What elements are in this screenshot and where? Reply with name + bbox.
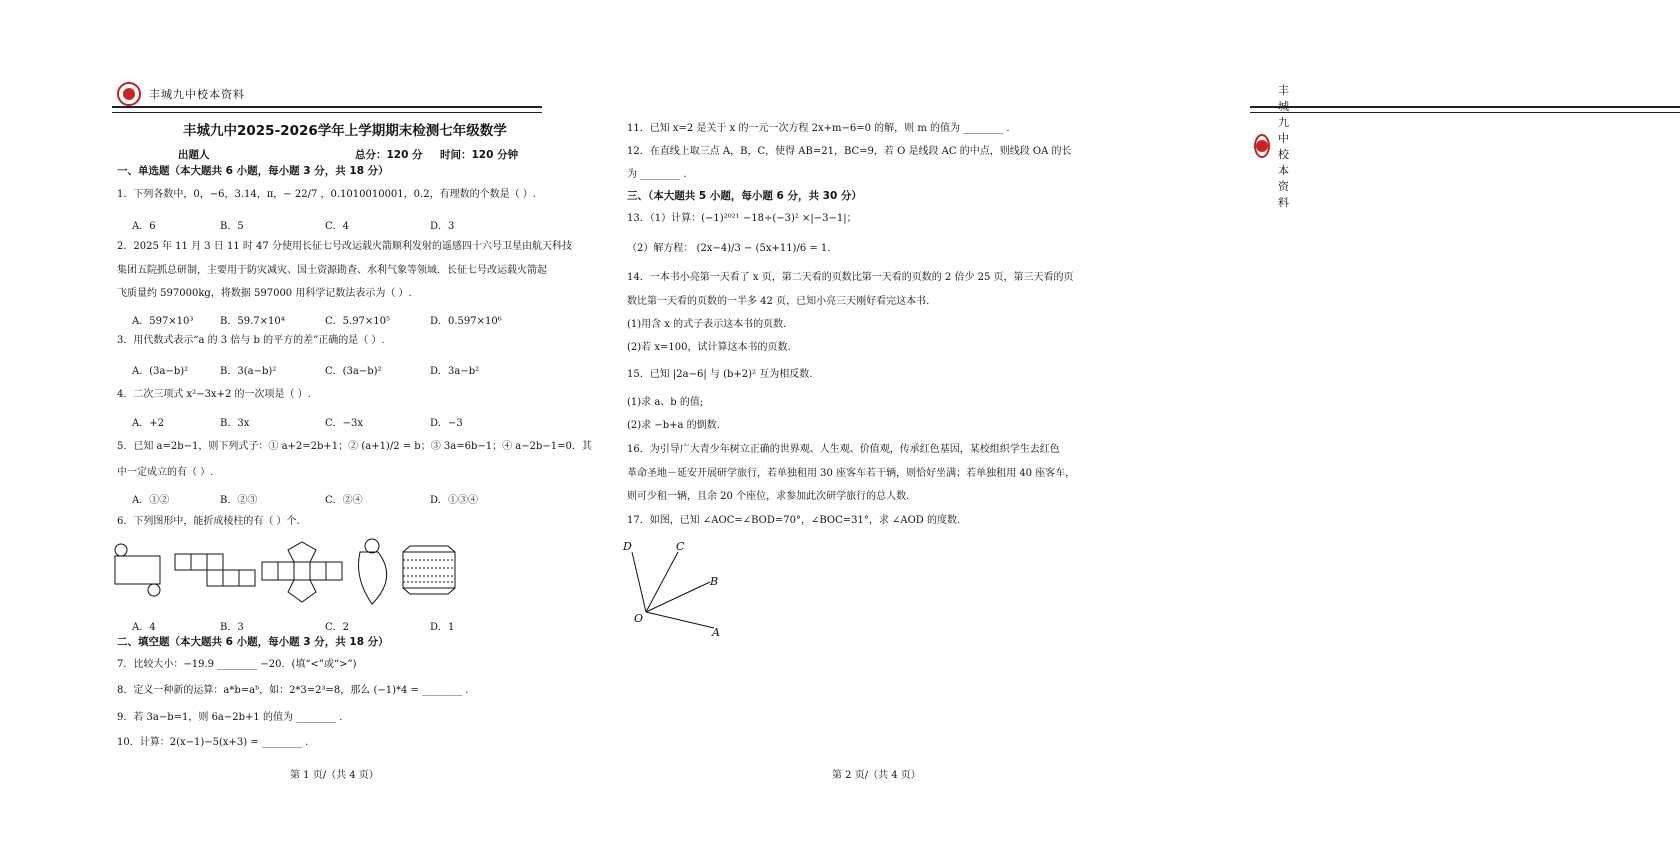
label-a: A [712,626,720,639]
q2-option-a: A．597×10³ [132,316,194,327]
label-d: D [623,540,632,553]
net-cylinder [115,544,160,596]
header-rule [112,106,542,113]
label-o: O [634,612,644,625]
time-label: 时间：120 分钟 [440,149,519,161]
ray-oc [646,552,678,612]
score-label: 总分：120 分 [355,149,423,161]
question-14-line-1: 14．一本书小亮第一天看了 x 页，第二天看的页数比第一天看的页数的 2 倍少 25 页，第三天看的页 [627,272,1074,283]
question-16-line-3: 则可少租一辆，且余 20 个座位，求参加此次研学旅行的总人数. [627,491,910,502]
q4-option-c: C．−3x [325,418,364,429]
page-header [117,82,245,106]
net-pentagonal-prism [262,542,342,602]
question-5-line-2: 中一定成立的有（ ）. [117,467,214,478]
page-2-footer: 第 2 页/（共 4 页） [832,770,921,781]
q5-option-c: C．②④ [325,495,363,506]
ray-oa [646,612,714,628]
question-13-part-2: （2）解方程： (2x−4)/3 − (5x+11)/6 = 1. [627,243,831,254]
question-13-part-1: 13．（1）计算：(−1)²⁰²¹ −18÷(−3)² ×|−3−1|； [627,213,857,224]
question-16-line-2: 革命圣地－延安开展研学旅行，若单独租用 30 座客车若干辆，则恰好坐满；若单独租用 40 座客车， [627,468,1076,479]
q1-option-a: A．6 [132,221,156,232]
section-3-heading: 三、（本大题共 5 小题，每小题 6 分，共 30 分） [627,190,862,202]
question-14-part-1: (1)用含 x 的式子表示这本书的页数. [627,319,787,330]
question-2-line-2: 集团五院抓总研制，主要用于防灾减灾、国土资源勘查、水利气象等领域．长征七号改运载火箭起 [117,265,547,276]
q1-option-b: B．5 [220,221,244,232]
section-2-heading: 二、填空题（本大题共 6 小题，每小题 3 分，共 18 分） [117,636,389,648]
q3-option-a: A．(3a−b)² [132,366,189,377]
page-header [1254,82,1298,210]
question-14-part-2: (2)若 x=100，试计算这本书的页数. [627,342,791,353]
question-4: 4．二次三项式 x²−3x+2 的一次项是（ ）. [117,389,311,400]
question-12-line-2: 为 ________ . [627,169,687,180]
q2-option-c: C．5.97×10⁵ [325,316,391,327]
question-12-line-1: 12．在直线上取三点 A，B，C，使得 AB=21，BC=9，若 O 是线段 AC 的中点，则线段 OA 的长 [627,146,1072,157]
q3-option-b: B．3(a−b)² [220,366,277,377]
q2-option-d: D．0.597×10⁶ [430,316,502,327]
q6-option-a: A．4 [132,622,156,633]
school-logo-icon [117,82,141,106]
question-17: 17．如图，已知 ∠AOC=∠BOD=70°，∠BOC=31°，求 ∠AOD 的度数. [627,515,961,526]
exam-page-2 [600,0,1290,849]
exam-page-1 [0,0,600,849]
ray-od [632,552,646,612]
angle-figure [620,536,740,641]
school-label: 丰城九中校本资料 [149,88,245,101]
q6-option-d: D．1 [430,622,455,633]
question-2-line-1: 2．2025 年 11 月 3 日 11 时 47 分使用长征七号改运载火箭顺利发射的遥感四十六号卫星由航天科技 [117,241,572,252]
q1-option-c: C．4 [325,221,350,232]
header-rule [1250,106,1680,113]
question-11: 11．已知 x=2 是关于 x 的一元一次方程 2x+m−6=0 的解，则 m 的值为 ________ . [627,123,1010,134]
question-9: 9．若 3a−b=1，则 6a−2b+1 的值为 ________ . [117,712,343,723]
exam-title: 丰城九中2025-2026学年上学期期末检测七年级数学 [183,123,507,139]
q4-option-d: D．−3 [430,418,463,429]
question-8: 8．定义一种新的运算：a*b=aᵇ，如：2*3=2³=8，那么 (−1)*4 = ________ . [117,685,469,696]
question-2-line-3: 飞质量约 597000kg，将数据 597000 用科学记数法表示为（ ）. [117,288,412,299]
q5-option-d: D．①③④ [430,495,479,506]
question-5-line-1: 5．已知 a=2b−1，则下列式子：① a+2=2b+1；② (a+1)/2 = b；③ 3a=6b−1；④ a−2b−1=0．其 [117,441,592,452]
question-7: 7．比较大小：−19.9 ________ −20．(填“<”或“>”) [117,659,357,670]
q1-option-d: D．3 [430,221,455,232]
q4-option-b: B．3x [220,418,250,429]
q3-option-c: C．(3a−b)² [325,366,382,377]
q6-option-c: C．2 [325,622,350,633]
q5-option-b: B．②③ [220,495,258,506]
q3-option-d: D．3a−b² [430,366,480,377]
question-15: 15．已知 |2a−6| 与 (b+2)² 互为相反数. [627,369,813,380]
question-15-part-1: (1)求 a、b 的值; [627,397,704,408]
label-c: C [676,540,685,553]
setter-label: 出题人 [178,149,210,161]
section-1-heading: 一、单选题（本大题共 6 小题，每小题 3 分，共 18 分） [117,165,389,177]
q5-option-a: A．①② [132,495,170,506]
school-logo-icon [1254,134,1270,158]
q6-option-b: B．3 [220,622,244,633]
question-14-line-2: 数比第一天看的页数的一半多 42 页，已知小亮三天刚好看完这本书. [627,296,930,307]
page-1-footer: 第 1 页/（共 4 页） [290,770,379,781]
label-b: B [710,575,719,588]
question-16-line-1: 16．为引导广大青少年树立正确的世界观、人生观、价值观，传承红色基因，某校组织学生去红色 [627,444,1060,455]
ray-ob [646,582,710,612]
folding-nets-figure [110,538,470,608]
question-6: 6．下列图形中，能折成棱柱的有（ ）个. [117,516,300,527]
question-15-part-2: (2)求 −b+a 的倒数. [627,420,720,431]
question-1: 1．下列各数中，0，−6，3.14，π，− 22/7 ，0.1010010001，0.2，有理数的个数是（ ）. [117,189,536,200]
net-cube [175,554,255,586]
net-cone [359,539,387,604]
school-label: 丰城九中校本资料 [1278,84,1290,209]
q2-option-b: B．59.7×10⁴ [220,316,285,327]
question-10: 10．计算：2(x−1)−5(x+3) = ________ . [117,737,309,748]
question-3: 3．用代数式表示“a 的 3 倍与 b 的平方的差”正确的是（ ）. [117,335,385,346]
q4-option-a: A．+2 [132,418,164,429]
net-dashed-prism [403,546,455,594]
